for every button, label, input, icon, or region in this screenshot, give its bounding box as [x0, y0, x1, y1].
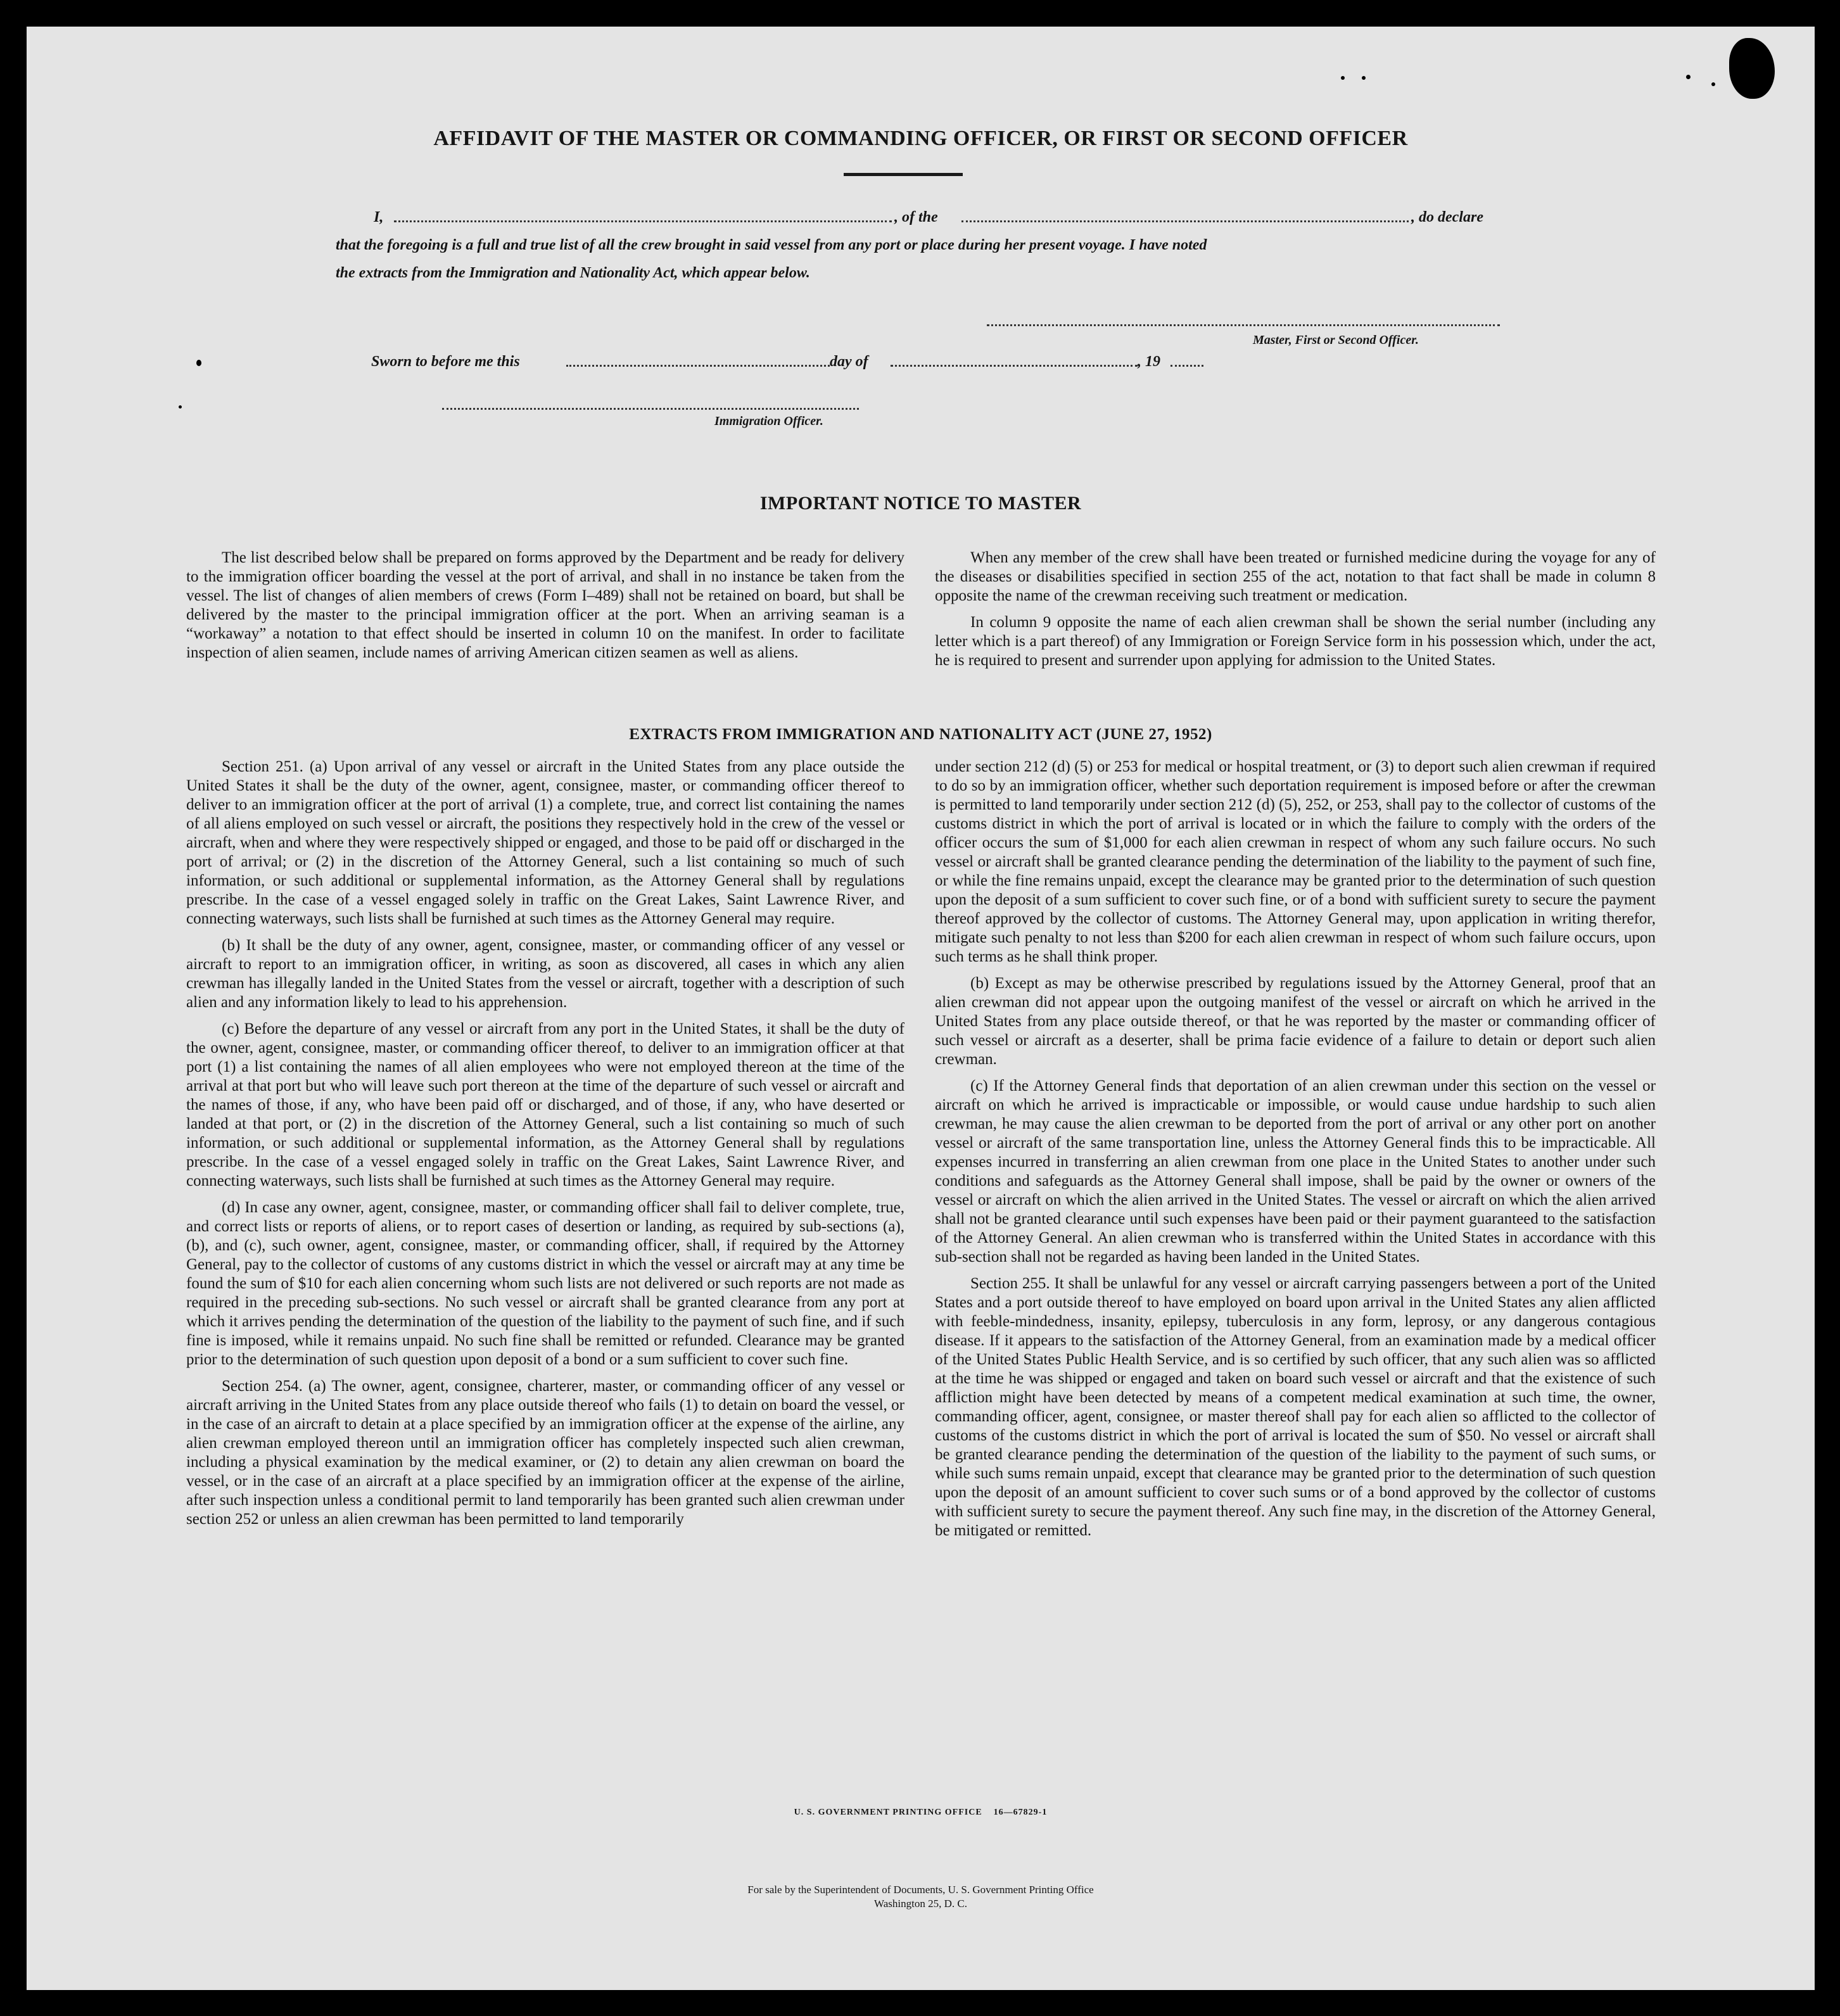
section-254-a: Section 254. (a) The owner, agent, consignee, charterer, master, or commanding officer of any vessel or aircraft arriving in the United States from any place outside thereof who fails (1) to detain on board the vessel, or in the case of an aircraft to detain at a place specified by an immigration officer at the expense of the airline, any alien crewman employed thereon until an immigration officer has completely inspected such alien crewman, including a physical examination by the medical examiner, or (2) to detain any alien crewman on board the vessel, or in the case of an aircraft at a place specified by an immigration officer at the expense of the airline, after such inspection unless a conditional permit to land temporarily has been granted such alien crewman under section 252 or unless an alien crewman has been permitted to land temporarily [186, 1378, 904, 1528]
ink-speck [1686, 75, 1691, 79]
sworn-label: Sworn to before me this [371, 353, 520, 370]
sale-line-2: Washington 25, D. C. [874, 1898, 967, 1910]
ink-speck [1711, 82, 1715, 86]
declaration-line-2: the extracts from the Immigration and Nationality Act, which appear below. [336, 265, 810, 281]
name-field[interactable] [394, 220, 892, 222]
section-255: Section 255. It shall be unlawful for any vessel or aircraft carrying passengers between a port of the United States and a port outside thereof to have employed on board upon arrival in the United States any alien afflicted with feeble-mindedness, insanity, epilepsy, tuberculosis in any form, leprosy, or any dangerous contagious disease. If it appears to the satisfaction of the Attorney General, from an examination made by a medical officer of the United States Public Health Service, and is so certified by such officer, that any such alien was so afflicted at the time he was shipped or engaged and taken on board such vessel or aircraft and that the existence of such affliction might have been detected by means of a competent medical examination at such time, the owner, commanding officer, agent, consignee, or master thereof shall pay for each alien so afflicted to the collector of customs of the customs district in which the port of arrival is located the sum of $50. No vessel or aircraft shall be granted clearance pending the determination of the question of the liability to the payment of such sums, or while such sums remain unpaid, except that clearance may be granted prior to the determination of such question upon the deposit of an amount sufficient to cover such sums or of a bond approved by the collector of customs with sufficient surety to secure the payment thereof. Any such fine may, in the discretion of the Attorney General, be mitigated or remitted. [935, 1275, 1656, 1539]
notice-title: IMPORTANT NOTICE TO MASTER [759, 493, 1082, 514]
sworn-month-field[interactable] [891, 365, 1138, 367]
day-of-label: day of [830, 353, 868, 370]
sale-line-1: For sale by the Superintendent of Documents, U. S. Government Printing Office [747, 1884, 1094, 1896]
ink-speck [196, 360, 201, 366]
ink-speck [1362, 76, 1366, 80]
ink-blot [1729, 38, 1775, 99]
do-declare-label: , do declare [1411, 209, 1483, 225]
section-254-a-continued: under section 212 (d) (5) or 253 for medical or hospital treatment, or (3) to deport such alien crewman if required to do so by an immigration officer, whether such deportation requirement is imposed before or after the crewman is permitted to land temporarily under section 212 (d) (5), 252, or 253, shall pay to the collector of customs of the customs district in which the port of arrival is located or in which the failure to comply with the orders of the officer occurs the sum of $1,000 for each alien crewman in respect of whom any such failure occurs. No such vessel or aircraft shall be granted clearance pending the determination of the liability to the payment of such fine, or while the fine remains unpaid, except the clearance may be granted prior to the determination of such question upon the deposit of a sum sufficient to cover such fine, or of a bond with sufficient surety to secure the payment thereof approved by the collector of customs. The Attorney General may, upon application in writing therefor, mitigate such penalty to not less than $200 for each alien crewman in respect of whom such failure occurs, upon such terms as he shall think proper. [935, 758, 1656, 965]
affidavit-title: AFFIDAVIT OF THE MASTER OR COMMANDING OFFICER, OR FIRST OR SECOND OFFICER [433, 127, 1408, 150]
section-251-c: (c) Before the departure of any vessel or aircraft from any port in the United States, it shall be the duty of the owner, agent, consignee, master, or commanding officer thereof, to deliver to an immigration officer at that port (1) a list containing the names of all alien employees who were not employed thereon at the time of the arrival at that port but who will leave such port thereon at the time of the departure of such vessel or aircraft and the names of those, if any, who have been paid off or discharged, and of those, if any, who have deserted or landed at that port, or (2) in the discretion of the Attorney General, such a list containing so much of such information, or such additional or supplemental information, as the Attorney General shall by regulations prescribe. In the case of a vessel engaged solely in traffic on the Great Lakes, Saint Lawrence River, and connecting waterways, such lists shall be furnished at such times as the Attorney General may require. [186, 1020, 904, 1189]
master-signature-line[interactable] [987, 324, 1500, 326]
printing-office-line: U. S. GOVERNMENT PRINTING OFFICE 16—67829-1 [794, 1808, 1048, 1817]
notice-right-paragraph-2: In column 9 opposite the name of each alien crewman shall be shown the serial number (including any letter which is a part thereof) of any Immigration or Foreign Service form in his possession which, under the act, he is required to present and surrender upon applying for admission to the United States. [935, 614, 1656, 669]
affidavit-i-label: I, [374, 209, 384, 225]
notice-left-paragraph: The list described below shall be prepared on forms approved by the Department and be ready for delivery to the immigration officer boarding the vessel at the port of arrival, and shall in no instance be taken from the vessel. The list of changes of alien members of crews (Form I–489) shall not be retained on board, but shall be delivered by the master to the principal immigration officer at the port. When an arriving seaman is a “workaway” a notation to that effect should be inserted in column 10 on the manifest. In order to facilitate inspection of alien seamen, include names of arriving American citizen seamen as well as aliens. [186, 549, 904, 661]
extracts-title: EXTRACTS FROM IMMIGRATION AND NATIONALITY ACT (JUNE 27, 1952) [629, 726, 1212, 743]
notice-right-column [935, 548, 1656, 678]
section-251-a: Section 251. (a) Upon arrival of any vessel or aircraft in the United States from any place outside the United States it shall be the duty of the owner, agent, consignee, master, or commanding officer thereof to deliver to an immigration officer at the port of arrival (1) a complete, true, and correct list containing the names of all aliens employed on such vessel or aircraft, the positions they respectively hold in the crew of the vessel or aircraft, when and where they were respectively shipped or engaged, and those to be paid off or discharged in the port of arrival; or (2) in the discretion of the Attorney General, such a list containing so much of such information, or such additional or supplemental information, as the Attorney General shall by regulations prescribe. In the case of a vessel engaged solely in traffic on the Great Lakes, Saint Lawrence River, and connecting waterways, such lists shall be furnished at such times as the Attorney General may require. [186, 758, 904, 927]
officer-signature-label: Immigration Officer. [714, 414, 823, 428]
year-label: , 19 [1138, 353, 1160, 370]
extracts-right-column [935, 758, 1656, 1548]
ink-speck [179, 405, 182, 409]
section-251-b: (b) It shall be the duty of any owner, agent, consignee, master, or commanding officer of any vessel or aircraft to report to an immigration officer, in writing, as soon as discovered, all cases in which any alien crewman has illegally landed in the United States from the vessel or aircraft, together with a description of such alien and any information likely to lead to his apprehension. [186, 937, 904, 1011]
section-254-c: (c) If the Attorney General finds that deportation of an alien crewman under this section on the vessel or aircraft on which he arrived is impracticable or impossible, or would cause undue hardship to such alien crewman, he may cause the alien crewman to be deported from the port of arrival or any other port on another vessel or aircraft of the same transportation line, unless the Attorney General finds this to be impracticable. All expenses incurred in transferring an alien crewman from one place in the United States to another under such conditions and safeguards as the Attorney General shall impose, shall be paid by the owner or owners of the vessel or aircraft on which the alien arrived in the United States. The vessel or aircraft on which the alien arrived shall not be granted clearance until such expenses have been paid or their payment guaranteed to the satisfaction of the Attorney General. An alien crewman who is transferred within the United States in accordance with this sub-section shall not be regarded as having been landed in the United States. [935, 1077, 1656, 1265]
master-signature-label: Master, First or Second Officer. [1253, 333, 1419, 347]
of-the-label: , of the [894, 209, 938, 225]
vessel-field[interactable] [961, 220, 1409, 222]
notice-left-column [186, 548, 904, 670]
section-254-b: (b) Except as may be otherwise prescribed by regulations issued by the Attorney General, proof that an alien crewman did not appear upon the outgoing manifest of the vessel or aircraft on which he arrived in the United States from any place outside thereof, or that he was reported by the master or commanding officer of such vessel or aircraft as a deserter, shall be prima facie evidence of a failure to detain or deport such alien crewman. [935, 975, 1656, 1068]
title-rule [844, 173, 963, 176]
ink-speck [1341, 76, 1345, 80]
declaration-line-1: that the foregoing is a full and true list of all the crew brought in said vessel from any port or place during her present voyage. I have noted [336, 237, 1207, 253]
extracts-left-column [186, 758, 904, 1537]
sworn-year-field[interactable] [1171, 365, 1203, 367]
section-251-d: (d) In case any owner, agent, consignee, master, or commanding officer shall fail to deliver complete, true, and correct lists or reports of aliens, or to report cases of desertion or landing, as required by sub-sections (a), (b), and (c), such owner, agent, consignee, master, or commanding officer, shall, if required by the Attorney General, pay to the collector of customs of any customs district in which the vessel or aircraft may at any time be found the sum of $10 for each alien concerning whom such lists are not delivered or such reports are not made as required in the preceding sub-sections. No such vessel or aircraft shall be granted clearance from any port at which it arrives pending the determination of the question of the liability to the payment of such fine, and if such fine is imposed, while it remains unpaid. No such fine shall be remitted or refunded. Clearance may be granted prior to the determination of such question upon deposit of a bond or a sum sufficient to cover such fine. [186, 1199, 904, 1368]
notice-right-paragraph-1: When any member of the crew shall have been treated or furnished medicine during the voyage for any of the diseases or disabilities specified in section 255 of the act, notation to that fact shall be made in column 8 opposite the name of the crewman receiving such treatment or medication. [935, 549, 1656, 604]
sworn-day-field[interactable] [566, 365, 830, 367]
document-page [27, 27, 1815, 1990]
officer-signature-line[interactable] [442, 408, 859, 410]
